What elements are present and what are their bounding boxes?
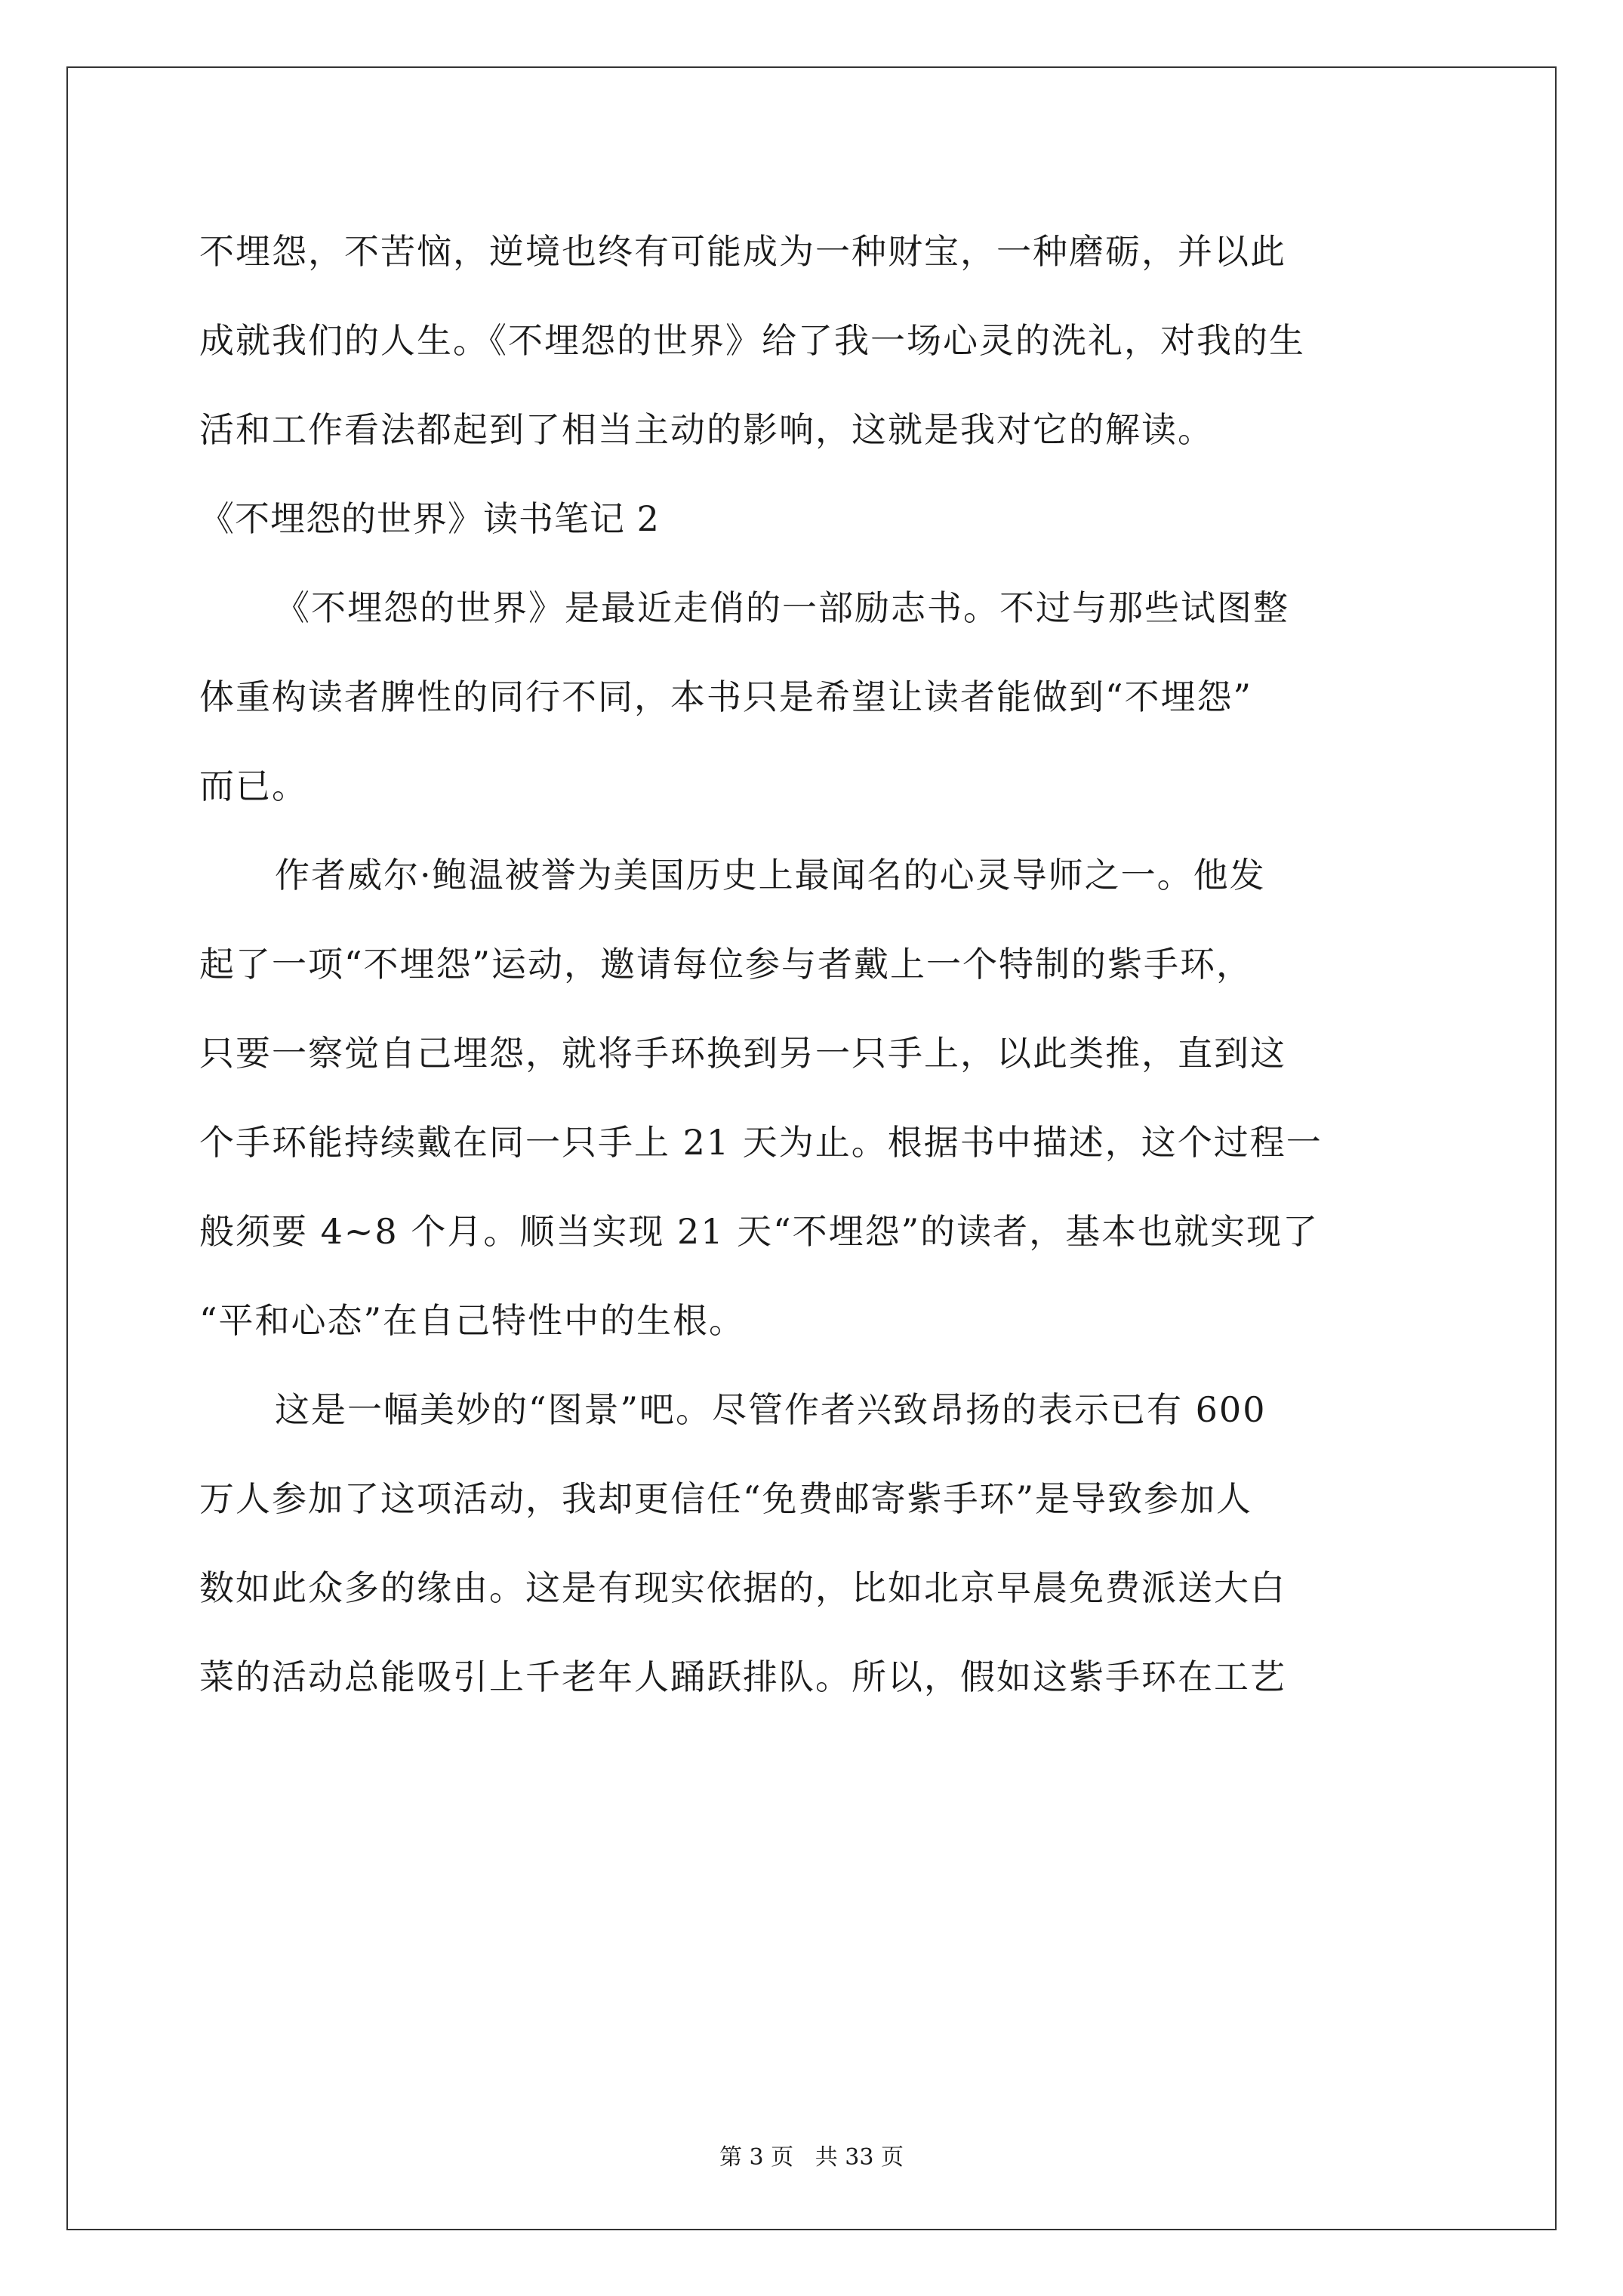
- section-heading: 《不埋怨的世界》读书笔记 2: [199, 498, 660, 539]
- document-body: [199, 219, 1430, 1734]
- text-line: 数如此众多的缘由。这是有现实依据的，比如北京早晨免费派送大白: [199, 1567, 1286, 1608]
- paragraph-first-line: 《不埋怨的世界》是最近走俏的一部励志书。不过与那些试图整: [275, 587, 1289, 628]
- text-line: 活和工作看法都起到了相当主动的影响，这就是我对它的解读。: [199, 409, 1214, 450]
- text-line: 菜的活动总能吸引上千老年人踊跃排队。所以，假如这紫手环在工艺: [199, 1657, 1286, 1697]
- text-line: 不埋怨，不苦恼，逆境也终有可能成为一种财宝，一种磨砺，并以此: [199, 231, 1286, 272]
- text-line: 只要一察觉自己埋怨，就将手环换到另一只手上，以此类推，直到这: [199, 1033, 1286, 1074]
- page-footer: 第 3 页 共 33 页: [719, 2144, 904, 2171]
- text-line: 般须要 4~8 个月。顺当实现 21 天“不埋怨”的读者，基本也就实现了: [199, 1211, 1320, 1252]
- text-line: 成就我们的人生。《不埋怨的世界》给了我一场心灵的洗礼，对我的生: [199, 320, 1305, 361]
- text-line: 万人参加了这项活动，我却更信任“免费邮寄紫手环”是导致参加人: [199, 1478, 1253, 1519]
- text-line: “平和心态”在自己特性中的生根。: [199, 1300, 746, 1341]
- text-line: 体重构读者脾性的同行不同，本书只是希望让读者能做到“不埋怨”: [199, 676, 1253, 717]
- text-line: 个手环能持续戴在同一只手上 21 天为止。根据书中描述，这个过程一: [199, 1122, 1323, 1163]
- text-line: 起了一项“不埋怨”运动，邀请每位参与者戴上一个特制的紫手环，: [199, 944, 1253, 985]
- paragraph-first-line: 作者威尔·鲍温被誉为美国历史上最闻名的心灵导师之一。他发: [275, 855, 1266, 895]
- paragraph-first-line: 这是一幅美妙的“图景”吧。尽管作者兴致昂扬的表示已有 600: [275, 1389, 1267, 1430]
- text-line: 而已。: [199, 766, 308, 806]
